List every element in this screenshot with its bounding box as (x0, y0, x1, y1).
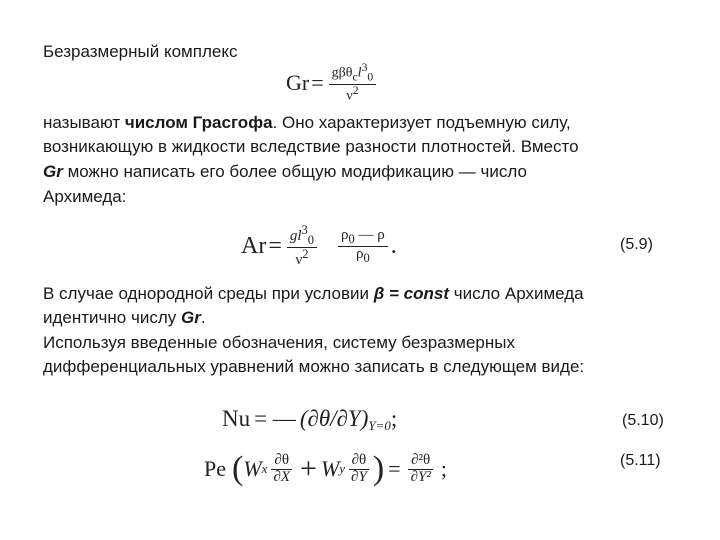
equation-number-5-9: (5.9) (620, 236, 653, 253)
nusselt-formula: Nu = — (∂θ/∂Y) $_{Y=0}$ ; (222, 406, 398, 433)
formula-equals: = (311, 70, 324, 96)
para1-line4: Архимеда: (43, 187, 127, 206)
para2-line1: В случае однородной среды при условии β = const число Архимеда (43, 284, 584, 303)
formula-lhs: Pe (204, 456, 226, 481)
formula-lhs: Gr (286, 70, 310, 96)
formula-lhs: Ar (241, 232, 267, 259)
peclet-equation: Pe ( W x $\frac{\partial\theta}{\partial X}$ + W y $\frac{\partial\theta}{\partial Y}$ ) = $\frac{\text{∂²θ}}{\text{∂Y²}}$ ; (204, 450, 447, 487)
archimedes-fraction-1: $\frac{gl^3_0}{\nu^2}$ (287, 224, 317, 269)
para2-line3: Используя введенные обозначения, систему безразмерных (43, 333, 515, 352)
intro-text: Безразмерный комплекс (43, 42, 238, 61)
derivative-dtheta-dx: $\frac{\partial\theta}{\partial X}$ (270, 453, 293, 486)
para1-line2: возникающую в жидкости вследствие разности плотностей. Вместо (43, 137, 579, 156)
derivative-dtheta-dy: $\frac{\partial\theta}{\partial Y}$ (348, 453, 370, 486)
grashof-denominator: $\nu^2$ (346, 83, 359, 104)
archimedes-formula (241, 224, 397, 269)
grashof-fraction (329, 62, 377, 104)
grashof-numerator: $g\beta\theta_cl^3_0$ (329, 62, 377, 85)
formula-dot: . (390, 232, 397, 259)
para1-line1: называют числом Грасгофа. Оно характеризует подъемную силу, (43, 113, 571, 132)
formula-equals: = (268, 232, 282, 259)
second-derivative-theta-y: $\frac{\text{∂²θ}}{\text{∂Y²}}$ (408, 453, 434, 486)
para2-line2: идентично числу Gr. (43, 308, 206, 327)
equation-number-5-11: (5.11) (620, 452, 661, 469)
nusselt-derivative: (∂θ/∂Y) (299, 406, 369, 431)
archimedes-fraction-2: $\frac{\rho_0 — \rho}{\rho_0}$ (338, 228, 388, 265)
grashof-formula (286, 62, 379, 104)
para2-line4: дифференциальных уравнений можно записать в следующем виде: (43, 357, 585, 376)
equation-number-5-10: (5.10) (622, 412, 664, 429)
nusselt-subscript: Y=0 (368, 418, 391, 433)
formula-lhs: Nu (222, 406, 251, 431)
para1-line3: Gr можно написать его более общую модификацию — число (43, 162, 527, 181)
formula-equals: = — (254, 406, 296, 431)
